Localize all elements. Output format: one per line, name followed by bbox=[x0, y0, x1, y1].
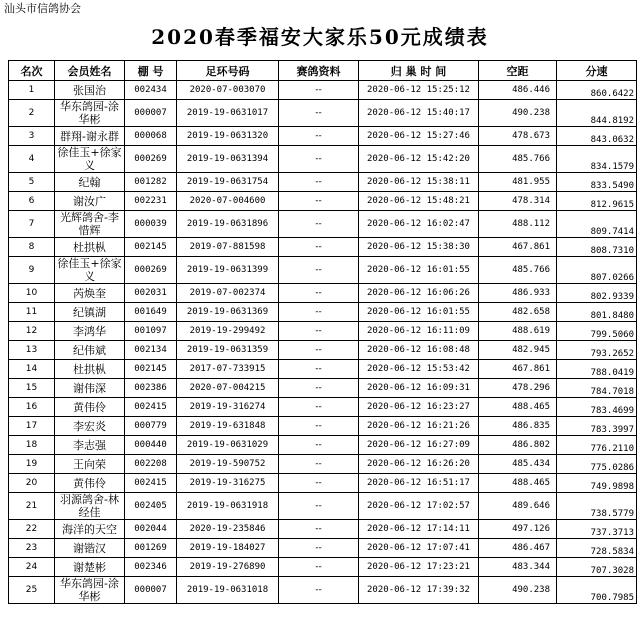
pigeon-info-cell: -- bbox=[279, 360, 359, 379]
table-row bbox=[9, 379, 637, 398]
speed-cell: 700.7985 bbox=[557, 577, 637, 604]
ring-number-cell: 2019-19-276890 bbox=[177, 558, 279, 577]
table-row bbox=[9, 146, 637, 173]
ring-number-cell: 2019-19-0631399 bbox=[177, 257, 279, 284]
shed-number-cell: 002044 bbox=[125, 520, 177, 539]
column-header-rank: 名次 bbox=[9, 61, 55, 81]
distance-cell: 488.619 bbox=[479, 322, 557, 341]
member-name-cell: 李鸿华 bbox=[55, 322, 125, 341]
results-table bbox=[8, 60, 637, 604]
member-name-cell: 黄伟伶 bbox=[55, 398, 125, 417]
pigeon-info-cell: -- bbox=[279, 127, 359, 146]
ring-number-cell: 2020-07-004600 bbox=[177, 192, 279, 211]
ring-number-cell: 2019-19-0631320 bbox=[177, 127, 279, 146]
speed-cell: 834.1579 bbox=[557, 146, 637, 173]
speed-cell: 808.7310 bbox=[557, 238, 637, 257]
pigeon-info-cell: -- bbox=[279, 417, 359, 436]
ring-number-cell: 2020-07-003070 bbox=[177, 81, 279, 100]
shed-number-cell: 000039 bbox=[125, 211, 177, 238]
distance-cell: 481.955 bbox=[479, 173, 557, 192]
speed-cell: 737.3713 bbox=[557, 520, 637, 539]
speed-cell: 738.5779 bbox=[557, 493, 637, 520]
table-row bbox=[9, 257, 637, 284]
arrival-time-cell: 2020-06-12 17:07:41 bbox=[359, 539, 479, 558]
member-name-cell: 谢锴汉 bbox=[55, 539, 125, 558]
speed-cell: 783.4699 bbox=[557, 398, 637, 417]
speed-cell: 728.5834 bbox=[557, 539, 637, 558]
member-name-cell: 芮焕奎 bbox=[55, 284, 125, 303]
distance-cell: 478.673 bbox=[479, 127, 557, 146]
pigeon-info-cell: -- bbox=[279, 341, 359, 360]
table-row bbox=[9, 558, 637, 577]
table-row bbox=[9, 127, 637, 146]
table-row bbox=[9, 436, 637, 455]
distance-cell: 467.861 bbox=[479, 360, 557, 379]
speed-cell: 799.5060 bbox=[557, 322, 637, 341]
arrival-time-cell: 2020-06-12 16:26:20 bbox=[359, 455, 479, 474]
distance-cell: 486.933 bbox=[479, 284, 557, 303]
pigeon-info-cell: -- bbox=[279, 238, 359, 257]
speed-cell: 802.9339 bbox=[557, 284, 637, 303]
shed-number-cell: 000779 bbox=[125, 417, 177, 436]
rank-cell: 17 bbox=[9, 417, 55, 436]
shed-number-cell: 002415 bbox=[125, 474, 177, 493]
arrival-time-cell: 2020-06-12 17:14:11 bbox=[359, 520, 479, 539]
arrival-time-cell: 2020-06-12 16:23:27 bbox=[359, 398, 479, 417]
pigeon-info-cell: -- bbox=[279, 303, 359, 322]
member-name-cell: 王向荣 bbox=[55, 455, 125, 474]
arrival-time-cell: 2020-06-12 15:38:30 bbox=[359, 238, 479, 257]
rank-cell: 15 bbox=[9, 379, 55, 398]
pigeon-info-cell: -- bbox=[279, 379, 359, 398]
ring-number-cell: 2019-19-316274 bbox=[177, 398, 279, 417]
rank-cell: 13 bbox=[9, 341, 55, 360]
pigeon-info-cell: -- bbox=[279, 455, 359, 474]
column-header-ring: 足环号码 bbox=[177, 61, 279, 81]
column-header-shed: 棚 号 bbox=[125, 61, 177, 81]
pigeon-info-cell: -- bbox=[279, 539, 359, 558]
speed-cell: 783.3997 bbox=[557, 417, 637, 436]
shed-number-cell: 002208 bbox=[125, 455, 177, 474]
rank-cell: 23 bbox=[9, 539, 55, 558]
rank-cell: 20 bbox=[9, 474, 55, 493]
table-row bbox=[9, 211, 637, 238]
shed-number-cell: 001097 bbox=[125, 322, 177, 341]
column-header-time: 归 巢 时 间 bbox=[359, 61, 479, 81]
speed-cell: 776.2110 bbox=[557, 436, 637, 455]
member-name-cell: 纪翰 bbox=[55, 173, 125, 192]
shed-number-cell: 001649 bbox=[125, 303, 177, 322]
shed-number-cell: 002346 bbox=[125, 558, 177, 577]
arrival-time-cell: 2020-06-12 16:02:47 bbox=[359, 211, 479, 238]
distance-cell: 489.646 bbox=[479, 493, 557, 520]
ring-number-cell: 2019-19-0631029 bbox=[177, 436, 279, 455]
pigeon-info-cell: -- bbox=[279, 100, 359, 127]
rank-cell: 1 bbox=[9, 81, 55, 100]
results-body bbox=[9, 81, 637, 604]
speed-cell: 801.8480 bbox=[557, 303, 637, 322]
member-name-cell: 谢楚彬 bbox=[55, 558, 125, 577]
speed-cell: 860.6422 bbox=[557, 81, 637, 100]
pigeon-info-cell: -- bbox=[279, 173, 359, 192]
arrival-time-cell: 2020-06-12 16:27:09 bbox=[359, 436, 479, 455]
arrival-time-cell: 2020-06-12 16:09:31 bbox=[359, 379, 479, 398]
pigeon-info-cell: -- bbox=[279, 211, 359, 238]
member-name-cell: 华东鸽园-涂华彬 bbox=[55, 100, 125, 127]
pigeon-info-cell: -- bbox=[279, 257, 359, 284]
table-row bbox=[9, 455, 637, 474]
distance-cell: 490.238 bbox=[479, 577, 557, 604]
ring-number-cell: 2019-19-0631896 bbox=[177, 211, 279, 238]
speed-cell: 812.9615 bbox=[557, 192, 637, 211]
pigeon-info-cell: -- bbox=[279, 493, 359, 520]
distance-cell: 485.766 bbox=[479, 257, 557, 284]
speed-cell: 784.7018 bbox=[557, 379, 637, 398]
speed-cell: 788.0419 bbox=[557, 360, 637, 379]
table-row bbox=[9, 398, 637, 417]
member-name-cell: 光辉鸽舍-李惜辉 bbox=[55, 211, 125, 238]
arrival-time-cell: 2020-06-12 17:39:32 bbox=[359, 577, 479, 604]
distance-cell: 488.465 bbox=[479, 398, 557, 417]
shed-number-cell: 002405 bbox=[125, 493, 177, 520]
rank-cell: 21 bbox=[9, 493, 55, 520]
ring-number-cell: 2019-19-184027 bbox=[177, 539, 279, 558]
distance-cell: 486.467 bbox=[479, 539, 557, 558]
ring-number-cell: 2020-19-235846 bbox=[177, 520, 279, 539]
organization-name: 汕头市信鸽协会 bbox=[4, 2, 81, 15]
ring-number-cell: 2019-19-0631754 bbox=[177, 173, 279, 192]
arrival-time-cell: 2020-06-12 15:42:20 bbox=[359, 146, 479, 173]
shed-number-cell: 002434 bbox=[125, 81, 177, 100]
pigeon-info-cell: -- bbox=[279, 558, 359, 577]
member-name-cell: 徐佳玉+徐家义 bbox=[55, 146, 125, 173]
table-row bbox=[9, 577, 637, 604]
rank-cell: 18 bbox=[9, 436, 55, 455]
shed-number-cell: 000068 bbox=[125, 127, 177, 146]
member-name-cell: 纪镇湖 bbox=[55, 303, 125, 322]
table-row bbox=[9, 341, 637, 360]
speed-cell: 809.7414 bbox=[557, 211, 637, 238]
shed-number-cell: 001269 bbox=[125, 539, 177, 558]
arrival-time-cell: 2020-06-12 17:02:57 bbox=[359, 493, 479, 520]
arrival-time-cell: 2020-06-12 16:51:17 bbox=[359, 474, 479, 493]
shed-number-cell: 000007 bbox=[125, 577, 177, 604]
shed-number-cell: 002415 bbox=[125, 398, 177, 417]
distance-cell: 485.766 bbox=[479, 146, 557, 173]
speed-cell: 793.2652 bbox=[557, 341, 637, 360]
ring-number-cell: 2019-19-590752 bbox=[177, 455, 279, 474]
distance-cell: 478.296 bbox=[479, 379, 557, 398]
arrival-time-cell: 2020-06-12 15:40:17 bbox=[359, 100, 479, 127]
rank-cell: 25 bbox=[9, 577, 55, 604]
table-row bbox=[9, 100, 637, 127]
table-row bbox=[9, 520, 637, 539]
distance-cell: 488.465 bbox=[479, 474, 557, 493]
speed-cell: 775.0286 bbox=[557, 455, 637, 474]
distance-cell: 467.861 bbox=[479, 238, 557, 257]
pigeon-info-cell: -- bbox=[279, 436, 359, 455]
member-name-cell: 李宏炎 bbox=[55, 417, 125, 436]
ring-number-cell: 2019-19-0631359 bbox=[177, 341, 279, 360]
arrival-time-cell: 2020-06-12 15:25:12 bbox=[359, 81, 479, 100]
pigeon-info-cell: -- bbox=[279, 520, 359, 539]
distance-cell: 488.112 bbox=[479, 211, 557, 238]
rank-cell: 16 bbox=[9, 398, 55, 417]
speed-cell: 833.5490 bbox=[557, 173, 637, 192]
table-row bbox=[9, 417, 637, 436]
column-header-info: 赛鸽资料 bbox=[279, 61, 359, 81]
distance-cell: 486.446 bbox=[479, 81, 557, 100]
member-name-cell: 谢伟深 bbox=[55, 379, 125, 398]
member-name-cell: 华东鸽园-涂华彬 bbox=[55, 577, 125, 604]
table-row bbox=[9, 493, 637, 520]
ring-number-cell: 2019-19-631848 bbox=[177, 417, 279, 436]
rank-cell: 4 bbox=[9, 146, 55, 173]
arrival-time-cell: 2020-06-12 15:38:11 bbox=[359, 173, 479, 192]
speed-cell: 844.8192 bbox=[557, 100, 637, 127]
arrival-time-cell: 2020-06-12 16:08:48 bbox=[359, 341, 479, 360]
shed-number-cell: 000440 bbox=[125, 436, 177, 455]
arrival-time-cell: 2020-06-12 16:01:55 bbox=[359, 257, 479, 284]
table-row bbox=[9, 539, 637, 558]
member-name-cell: 纪伟斌 bbox=[55, 341, 125, 360]
table-row bbox=[9, 81, 637, 100]
table-row bbox=[9, 474, 637, 493]
pigeon-info-cell: -- bbox=[279, 474, 359, 493]
rank-cell: 8 bbox=[9, 238, 55, 257]
member-name-cell: 李志强 bbox=[55, 436, 125, 455]
arrival-time-cell: 2020-06-12 17:23:21 bbox=[359, 558, 479, 577]
speed-cell: 707.3028 bbox=[557, 558, 637, 577]
arrival-time-cell: 2020-06-12 15:48:21 bbox=[359, 192, 479, 211]
shed-number-cell: 002231 bbox=[125, 192, 177, 211]
pigeon-info-cell: -- bbox=[279, 146, 359, 173]
speed-cell: 807.0266 bbox=[557, 257, 637, 284]
ring-number-cell: 2020-07-004215 bbox=[177, 379, 279, 398]
table-row bbox=[9, 322, 637, 341]
shed-number-cell: 000269 bbox=[125, 146, 177, 173]
arrival-time-cell: 2020-06-12 16:21:26 bbox=[359, 417, 479, 436]
shed-number-cell: 000269 bbox=[125, 257, 177, 284]
arrival-time-cell: 2020-06-12 16:06:26 bbox=[359, 284, 479, 303]
member-name-cell: 谢汝广 bbox=[55, 192, 125, 211]
member-name-cell: 杜拱枞 bbox=[55, 360, 125, 379]
shed-number-cell: 002134 bbox=[125, 341, 177, 360]
rank-cell: 19 bbox=[9, 455, 55, 474]
distance-cell: 486.835 bbox=[479, 417, 557, 436]
ring-number-cell: 2019-19-0631018 bbox=[177, 577, 279, 604]
rank-cell: 2 bbox=[9, 100, 55, 127]
rank-cell: 9 bbox=[9, 257, 55, 284]
distance-cell: 478.314 bbox=[479, 192, 557, 211]
member-name-cell: 黄伟伶 bbox=[55, 474, 125, 493]
arrival-time-cell: 2020-06-12 16:01:55 bbox=[359, 303, 479, 322]
distance-cell: 486.802 bbox=[479, 436, 557, 455]
rank-cell: 12 bbox=[9, 322, 55, 341]
rank-cell: 22 bbox=[9, 520, 55, 539]
rank-cell: 14 bbox=[9, 360, 55, 379]
ring-number-cell: 2017-07-733915 bbox=[177, 360, 279, 379]
shed-number-cell: 001282 bbox=[125, 173, 177, 192]
pigeon-info-cell: -- bbox=[279, 322, 359, 341]
column-header-speed: 分速 bbox=[557, 61, 637, 81]
speed-cell: 843.0632 bbox=[557, 127, 637, 146]
rank-cell: 5 bbox=[9, 173, 55, 192]
ring-number-cell: 2019-19-299492 bbox=[177, 322, 279, 341]
table-row bbox=[9, 173, 637, 192]
rank-cell: 11 bbox=[9, 303, 55, 322]
ring-number-cell: 2019-19-0631394 bbox=[177, 146, 279, 173]
rank-cell: 7 bbox=[9, 211, 55, 238]
ring-number-cell: 2019-19-0631918 bbox=[177, 493, 279, 520]
speed-cell: 749.9898 bbox=[557, 474, 637, 493]
pigeon-info-cell: -- bbox=[279, 398, 359, 417]
page-title: 2020春季福安大家乐50元成绩表 bbox=[151, 25, 489, 49]
member-name-cell: 群翔-谢永群 bbox=[55, 127, 125, 146]
ring-number-cell: 2019-19-316275 bbox=[177, 474, 279, 493]
distance-cell: 482.945 bbox=[479, 341, 557, 360]
member-name-cell: 海洋的天空 bbox=[55, 520, 125, 539]
shed-number-cell: 002145 bbox=[125, 360, 177, 379]
member-name-cell: 徐佳玉+徐家义 bbox=[55, 257, 125, 284]
member-name-cell: 杜拱枞 bbox=[55, 238, 125, 257]
arrival-time-cell: 2020-06-12 16:11:09 bbox=[359, 322, 479, 341]
ring-number-cell: 2019-19-0631017 bbox=[177, 100, 279, 127]
table-row bbox=[9, 238, 637, 257]
distance-cell: 482.658 bbox=[479, 303, 557, 322]
shed-number-cell: 002031 bbox=[125, 284, 177, 303]
table-row bbox=[9, 360, 637, 379]
distance-cell: 483.344 bbox=[479, 558, 557, 577]
shed-number-cell: 002145 bbox=[125, 238, 177, 257]
arrival-time-cell: 2020-06-12 15:27:46 bbox=[359, 127, 479, 146]
distance-cell: 485.434 bbox=[479, 455, 557, 474]
ring-number-cell: 2019-07-002374 bbox=[177, 284, 279, 303]
pigeon-info-cell: -- bbox=[279, 81, 359, 100]
pigeon-info-cell: -- bbox=[279, 192, 359, 211]
rank-cell: 3 bbox=[9, 127, 55, 146]
member-name-cell: 羽源鸽舍-林经佳 bbox=[55, 493, 125, 520]
ring-number-cell: 2019-07-881598 bbox=[177, 238, 279, 257]
rank-cell: 6 bbox=[9, 192, 55, 211]
member-name-cell: 张国治 bbox=[55, 81, 125, 100]
column-header-member: 会员姓名 bbox=[55, 61, 125, 81]
rank-cell: 10 bbox=[9, 284, 55, 303]
distance-cell: 490.238 bbox=[479, 100, 557, 127]
shed-number-cell: 002386 bbox=[125, 379, 177, 398]
ring-number-cell: 2019-19-0631369 bbox=[177, 303, 279, 322]
table-row bbox=[9, 284, 637, 303]
distance-cell: 497.126 bbox=[479, 520, 557, 539]
pigeon-info-cell: -- bbox=[279, 284, 359, 303]
arrival-time-cell: 2020-06-12 15:53:42 bbox=[359, 360, 479, 379]
pigeon-info-cell: -- bbox=[279, 577, 359, 604]
rank-cell: 24 bbox=[9, 558, 55, 577]
table-row bbox=[9, 303, 637, 322]
column-header-distance: 空距 bbox=[479, 61, 557, 81]
table-row bbox=[9, 192, 637, 211]
shed-number-cell: 000007 bbox=[125, 100, 177, 127]
table-header-row bbox=[9, 61, 637, 81]
